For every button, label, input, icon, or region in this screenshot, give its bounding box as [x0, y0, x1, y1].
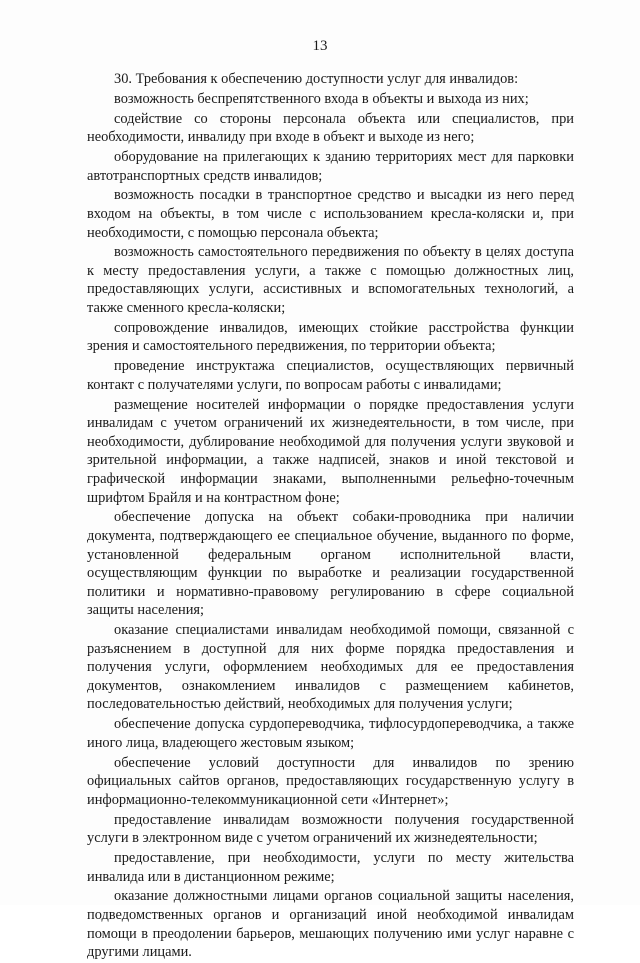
- paragraph: оказание должностными лицами органов социальной защиты населения, подведомственных органов и организаций иной необходимой инвалидам помощи в преодолении барьеров, мешающих получению ими услуг наравне с другими лицами.: [87, 888, 574, 961]
- paragraph: возможность посадки в транспортное средство и высадки из него перед входом на объекты, в том числе с использованием кресла-коляски и, при необходимости, с помощью персонала объекта;: [87, 187, 574, 241]
- paragraph: обеспечение условий доступности для инвалидов по зрению официальных сайтов органов, предоставляющих государственную услугу в информационно-телекоммуникационной сети «Интернет»;: [87, 754, 574, 808]
- paragraph: проведение инструктажа специалистов, осуществляющих первичный контакт с получателями услуги, по вопросам работы с инвалидами;: [87, 358, 574, 393]
- paragraph: предоставление, при необходимости, услуги по месту жительства инвалида или в дистанционном режиме;: [87, 849, 574, 885]
- paragraph: обеспечение допуска на объект собаки-проводника при наличии документа, подтверждающего ее специальное обучение, выданного по форме, установленной федеральным органом исполнительной власти, осуществляющим функции по выработке и реализации государственной политики и нормативно-правовому регулированию в сфере социальной защиты населения;: [87, 509, 574, 619]
- section-heading: 30. Требования к обеспечению доступности услуг для инвалидов:: [114, 71, 519, 87]
- paragraph: сопровождение инвалидов, имеющих стойкие расстройства функции зрения и самостоятельного передвижения, по территории объекта;: [87, 319, 574, 355]
- paragraph: возможность беспрепятственного входа в объекты и выхода из них;: [114, 90, 529, 107]
- paragraph: возможность самостоятельного передвижения по объекту в целях доступа к месту предоставления услуги, а также с помощью должностных лиц, предоставляющих услуги, ассистивных и вспомогательных технологий, а также сменного кресла-коляски;: [87, 244, 574, 317]
- paragraph: содействие со стороны персонала объекта или специалистов, при необходимости, инвалиду при входе в объект и выходе из него;: [87, 110, 574, 146]
- paragraph: обеспечение допуска сурдопереводчика, тифлосурдопереводчика, а также иного лица, владеющего жестовым языком;: [87, 716, 574, 751]
- paragraph: размещение носителей информации о порядке предоставления услуги инвалидам с учетом ограничений их жизнедеятельности, в том числе, при необходимости, дублирование необходимой для получения услуги звуковой и зрительной информации, а также надписей, знаков и иной текстовой и графической информации знаками, выполненными рельефно-точечным шрифтом Брайля и на контрастном фоне;: [87, 396, 574, 506]
- paragraph: оборудование на прилегающих к зданию территориях мест для парковки автотранспортных средств инвалидов;: [87, 148, 574, 184]
- document-body: [87, 70, 574, 963]
- paragraph: оказание специалистами инвалидам необходимой помощи, связанной с разъяснением в доступной для них форме порядка предоставления и получения услуги, оформлением необходимых для ее предоставления документов, ознакомлением инвалидов с размещением кабинетов, последовательностью действий, необходимых для получения услуги;: [87, 622, 574, 713]
- paragraph: предоставление инвалидам возможности получения государственной услуги в электронном виде с учетом ограничений их жизнедеятельности;: [87, 811, 574, 847]
- page-number: 13: [312, 38, 328, 54]
